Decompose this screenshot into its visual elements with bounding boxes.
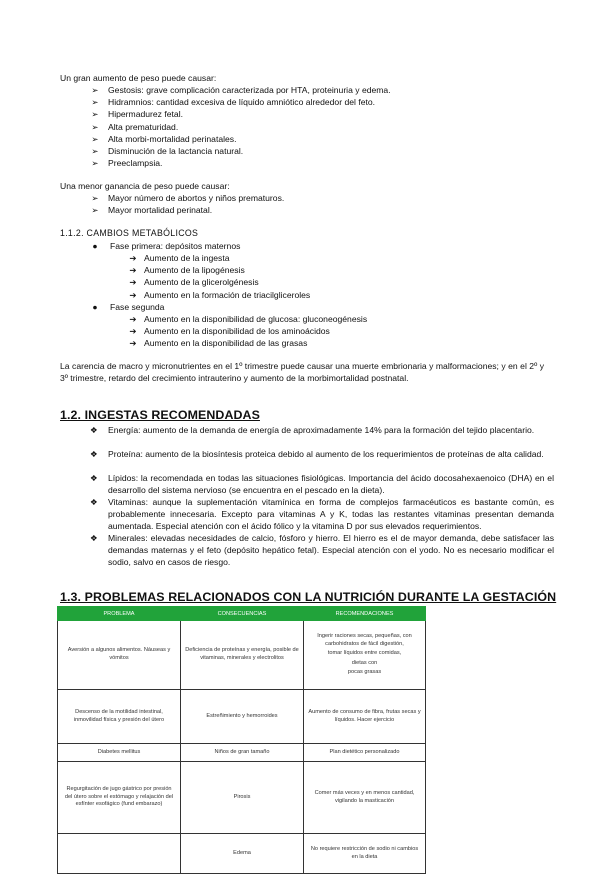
weight-gain-heading: Un gran aumento de peso puede causar: [60, 73, 217, 83]
section-title-problems: 1.3. PROBLEMAS RELACIONADOS CON LA NUTRICIÓN DURANTE LA GESTACIÓN [60, 590, 557, 604]
cell-recomendaciones [304, 621, 426, 690]
intake-item: Lípidos: la recomendada en todas las situaciones fisiológicas. Importancia del ácido docosahexaenoico (DHA) en el desarrollo del sistema nervioso (se encuentra en el pescado en la dieta). [108, 473, 554, 496]
intake-item: Minerales: elevadas necesidades de calcio, fósforo y hierro. El hierro es el de mayor demanda, debe satisfacer las demandas maternas y el feto (depósito hepático fetal). Especial atención con el yodo. No es necesario modificar el sodio, salvo en casos de riesgo. [108, 533, 554, 568]
phase2-item: ● Fase segunda [88, 301, 488, 313]
arrowhead-bullet-icon: ➢ [91, 205, 99, 216]
cell-consecuencias: Estreñimiento y hemorroides [181, 690, 304, 744]
table-row [58, 834, 426, 874]
rec-line: Ingerir raciones secas, pequeñas, con carbohidratos de fácil digestión, [317, 633, 412, 647]
rec-line: pocas grasas [347, 669, 382, 676]
cell-consecuencias: Niños de gran tamaño [181, 744, 304, 762]
list-item: ➢ Mayor mortalidad perinatal. [88, 204, 528, 216]
cell-problema: Aversión a algunos alimentos. Náuseas y vómitos [58, 621, 181, 690]
arrow-bullet-icon: ➔ [129, 265, 137, 276]
arrowhead-bullet-icon: ➢ [91, 97, 99, 108]
arrowhead-bullet-icon: ➢ [91, 85, 99, 95]
low-gain-heading: Una menor ganancia de peso puede causar: [60, 181, 230, 191]
cell-problema: Descenso de la motilidad intestinal, inmovilidad física y presión del útero [58, 690, 181, 744]
problems-table [57, 606, 426, 874]
diamond-bullet-icon: ❖ [90, 473, 98, 483]
intake-item: Proteína: aumento de la biosíntesis proteica debido al aumento de los requerimientos de proteínas de alta calidad. [108, 449, 544, 459]
list-item: ➢ Alta morbi-mortalidad perinatales. [88, 133, 528, 145]
cell-consecuencias: Pirosis [181, 762, 304, 834]
list-item: ➔ Aumento de la ingesta [126, 252, 566, 264]
list-item: ➢ Mayor número de abortos y niños prematuros. [88, 192, 528, 204]
list-item: ➔ Aumento en la formación de triacilgliceroles [126, 289, 566, 301]
arrow-bullet-icon: ➔ [129, 326, 137, 337]
list-item: ➢ Disminución de la lactancia natural. [88, 145, 528, 157]
arrowhead-bullet-icon: ➢ [91, 121, 99, 132]
arrow-bullet-icon: ➔ [129, 314, 137, 324]
arrowhead-bullet-icon: ➢ [91, 158, 99, 169]
table-row [58, 762, 426, 834]
arrow-bullet-icon: ➔ [129, 289, 137, 300]
diamond-bullet-icon: ❖ [90, 533, 98, 543]
list-item: ➔ Aumento de la lipogénesis [126, 264, 566, 276]
deficiency-note: La carencia de macro y micronutrientes en el 1º trimestre puede causar una muerte embrionaria y malformaciones; y en el 2º y 3º trimestre, retardo del crecimiento intrauterino y aumento de la morbimortalidad postnatal. [60, 361, 544, 384]
intake-item: Energía: aumento de la demanda de energía de aproximadamente 14% para la formación del tejido placentario. [108, 425, 535, 435]
diamond-bullet-icon: ❖ [90, 449, 98, 459]
arrowhead-bullet-icon: ➢ [91, 146, 99, 156]
cell-recomendaciones: Aumento de consumo de fibra, frutas secas y líquidos. Hacer ejercicio [304, 690, 426, 744]
rec-line: tomar líquidos entre comidas, [327, 650, 402, 657]
rec-line: dietas con [351, 659, 378, 666]
section-title-intakes: 1.2. INGESTAS RECOMENDADAS [60, 408, 260, 422]
arrow-bullet-icon: ➔ [129, 253, 137, 263]
cell-problema: Regurgitación de jugo gástrico por presión del útero sobre el estómago y relajación del esfínter esofágico (fund embarazo) [58, 762, 181, 834]
cell-recomendaciones: No requiere restricción de sodio ni cambios en la dieta [304, 834, 426, 874]
header-consecuencias: CONSECUENCIAS [181, 607, 304, 621]
list-item: ➔ Aumento en la disponibilidad de los aminoácidos [126, 325, 566, 337]
arrow-bullet-icon: ➔ [129, 277, 137, 288]
list-item: ➔ Aumento de la glicerolgénesis [126, 276, 566, 288]
diamond-bullet-icon: ❖ [90, 497, 98, 507]
phase1-item: ● Fase primera: depósitos maternos [88, 240, 488, 252]
cell-problema [58, 834, 181, 874]
list-item: ➢ Preeclampsia. [88, 157, 528, 169]
list-item: ➢ Alta prematuridad. [88, 121, 528, 133]
list-item: ➢ Hipermadurez fetal. [88, 108, 528, 120]
arrow-bullet-icon: ➔ [129, 338, 137, 349]
header-recomendaciones: RECOMENDACIONES [304, 607, 426, 621]
dot-bullet-icon: ● [92, 241, 98, 251]
cell-recomendaciones: Comer más veces y en menos cantidad, vigilando la masticación [304, 762, 426, 834]
arrowhead-bullet-icon: ➢ [91, 193, 99, 203]
cell-problema: Diabetes mellitus [58, 744, 181, 762]
table-row [58, 744, 426, 762]
dot-bullet-icon: ● [92, 302, 98, 312]
list-item: ➢ Gestosis: grave complicación caracterizada por HTA, proteinuria y edema. [88, 84, 528, 96]
table-header-row [58, 607, 426, 621]
intake-item: Vitaminas: aunque la suplementación vitamínica en forma de complejos farmacéuticos es bastante común, es probablemente innecesaria. Excepto para vitaminas A y K, todas las restantes vitaminas presentan demanda aumentada. Especial atención con el ácido fólico y la vitamina D por sus elevados requerimientos. [108, 497, 554, 532]
list-item: ➢ Hidramnios: cantidad excesiva de líquido amniótico alrededor del feto. [88, 96, 528, 108]
header-problema: PROBLEMA [58, 607, 181, 621]
arrowhead-bullet-icon: ➢ [91, 109, 99, 120]
arrowhead-bullet-icon: ➢ [91, 133, 99, 144]
metabolic-changes-title: 1.1.2. CAMBIOS METABÓLICOS [60, 228, 199, 238]
diamond-bullet-icon: ❖ [90, 425, 98, 435]
table-row [58, 621, 426, 690]
list-item: ➔ Aumento en la disponibilidad de las grasas [126, 337, 566, 349]
cell-recomendaciones: Plan dietético personalizado [304, 744, 426, 762]
cell-consecuencias: Edema [181, 834, 304, 874]
table-row [58, 690, 426, 744]
cell-consecuencias: Deficiencia de proteínas y energía, posible de vitaminas, minerales y electrolitos [181, 621, 304, 690]
list-item: ➔ Aumento en la disponibilidad de glucosa: gluconeogénesis [126, 313, 566, 325]
